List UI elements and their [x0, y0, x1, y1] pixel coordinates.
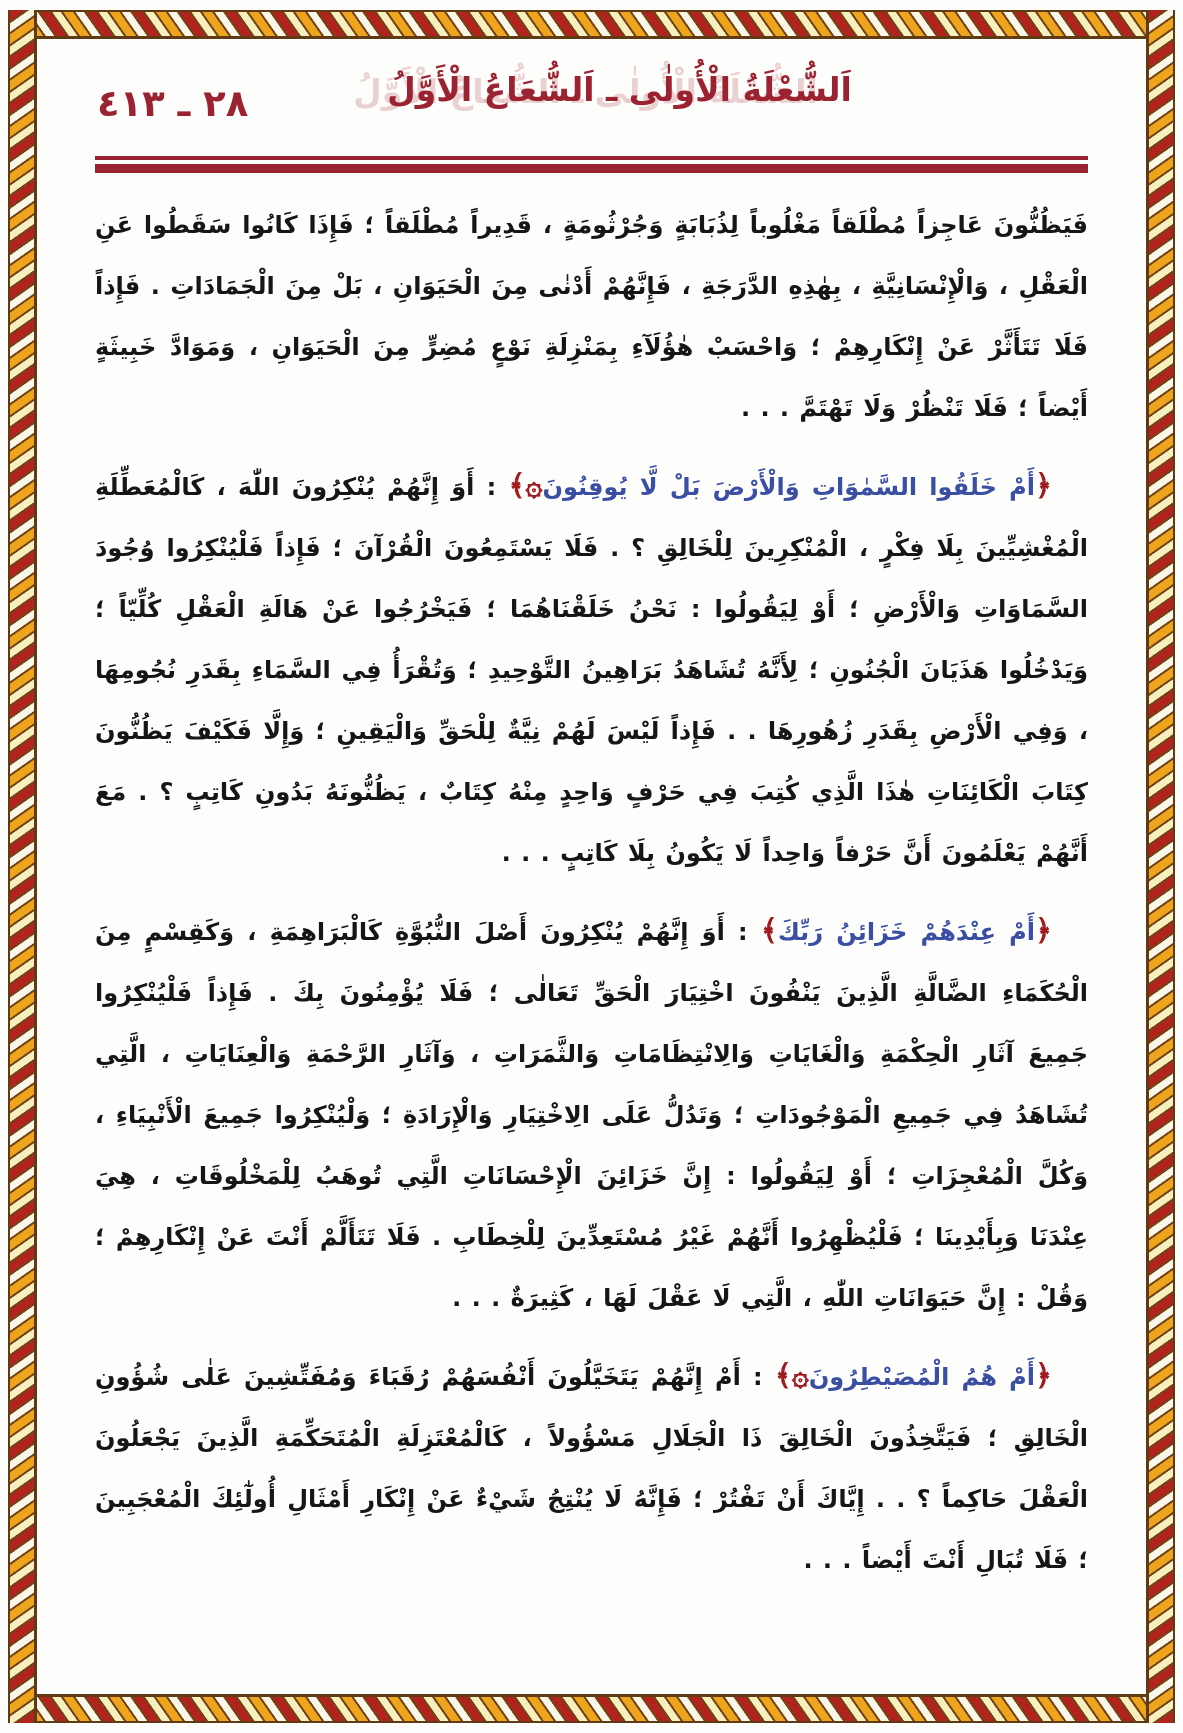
quran-verse-text: أَمْ خَلَقُوا السَّمٰوَاتِ وَالْأَرْضَ بَلْ لَّا يُوقِنُونَ: [542, 473, 1035, 501]
paragraph-text: : أَوَ إِنَّهُمْ يُنْكِرُونَ أَصْلَ النُّبُوَّةِ كَالْبَرَاهِمَةِ ، وَكَقِسْمٍ مِنَ الْحُكَمَاءِ الضَّالَّةِ الَّذِينَ يَنْفُونَ اخْتِيَارَ الْحَقِّ تَعَالٰى ؛ فَلَا يُؤْمِنُونَ بِكَ . فَإِذاً فَلْيُنْكِرُوا جَمِيعَ آثَارِ الْحِكْمَةِ وَالْغَايَاتِ وَالِانْتِظَامَاتِ وَالثَّمَرَاتِ ، وَآثَارِ الرَّحْمَةِ وَالْعِنَايَاتِ ، الَّتِي تُشَاهَدُ فِي جَمِيعِ الْمَوْجُودَاتِ ؛ وَتَدُلُّ عَلَى الِاخْتِيَارِ وَالْإِرَادَةِ ؛ وَلْيُنْكِرُوا جَمِيعَ الْأَنْبِيَاءِ ، وَكُلَّ الْمُعْجِزَاتِ ؛ أَوْ لِيَقُولُوا : إِنَّ خَزَائِنَ الْإِحْسَانَاتِ الَّتِي تُوهَبُ لِلْمَخْلُوقَاتِ ، هِيَ عِنْدَنَا وَبِأَيْدِينَا ؛ فَلْيُظْهِرُوا أَنَّهُمْ غَيْرُ مُسْتَعِدِّينَ لِلْخِطَابِ . فَلَا تَتَأَلَّمْ أَنْتَ عَنْ إِنْكَارِهِمْ ؛ وَقُلْ : إِنَّ حَيَوَانَاتِ اللّٰهِ ، الَّتِي لَا عَقْلَ لَهَا ، كَثِيرَةٌ . . .: [95, 918, 1088, 1312]
body-paragraph-4: [95, 1345, 1088, 1591]
border-left-ornament: [8, 10, 37, 1723]
verse-open-bracket-icon: ﴿: [1035, 1358, 1052, 1392]
paragraph-text: فَيَظُنُّونَ عَاجِزاً مُطْلَقاً مَغْلُوباً لِذُبَابَةٍ وَجُرْثُومَةٍ ، قَدِيراً مُطْلَقاً ؛ فَإِذَا كَانُوا سَقَطُوا عَنِ الْعَقْلِ ، وَالْإِنْسَانِيَّةِ ، بِهٰذِهِ الدَّرَجَةِ ، فَإِنَّهُمْ أَدْنٰى مِنَ الْحَيَوَانِ ، بَلْ مِنَ الْجَمَادَاتِ . فَإِذاً فَلَا تَتَأَثَّرْ عَنْ إِنْكَارِهِمْ ؛ وَاحْسَبْ هٰؤُلَآءِ بِمَنْزِلَةِ نَوْعٍ مُضِرٍّ مِنَ الْحَيَوَانِ ، وَمَوَادَّ خَبِيثَةٍ أَيْضاً ؛ فَلَا تَنْظُرْ وَلَا تَهْتَمَّ . . .: [95, 211, 1088, 422]
page-content: [95, 48, 1088, 1673]
verse-close-bracket-icon: ﴾: [760, 913, 778, 947]
body-paragraph-1: [95, 195, 1088, 439]
border-right-ornament: [1146, 10, 1175, 1723]
verse-open-bracket-icon: ﴿: [1035, 913, 1052, 947]
quran-verse-text: أَمْ عِنْدَهُمْ خَزَائِنُ رَبِّكَ: [777, 918, 1035, 946]
body-paragraph-3: [95, 900, 1088, 1329]
body-text: [95, 195, 1088, 1591]
paragraph-text: : أَمْ إِنَّهُمْ يَتَخَيَّلُونَ أَنْفُسَهُمْ رُقَبَاءَ وَمُفَتِّشِينَ عَلٰى شُؤُونِ الْخَالِقِ ؛ فَيَتَّخِذُونَ الْخَالِقَ ذَا الْجَلَالِ مَسْؤُولاً ، كَالْمُعْتَزِلَةِ الْمُتَحَكِّمَةِ الَّذِينَ يَجْعَلُونَ الْعَقْلَ حَاكِماً ؟ . . إِيَّاكَ أَنْ تَفْتُرْ ؛ فَإِنَّهُ لَا يُنْتِجُ شَيْءٌ عَنْ إِنْكَارِ أَمْثَالِ أُولٰٓئِكَ الْمُعْجَبِينَ ؛ فَلَا تُبَالِ أَنْتَ أَيْضاً . . .: [95, 1363, 1088, 1574]
border-top-ornament: [8, 10, 1175, 39]
verse-close-bracket-icon: ۞﴾: [774, 1358, 809, 1392]
page-title: اَلشُّعْلَةُ الْأُولٰى ـ اَلشُّعَاعُ الْأَوَّلُ: [387, 70, 852, 109]
quran-verse-text: أَمْ هُمُ الْمُصَيْطِرُونَ: [808, 1363, 1035, 1391]
page-number: ٢٨ ـ ٤١٣: [97, 82, 249, 125]
body-paragraph-2: [95, 455, 1088, 884]
border-bottom-ornament: [8, 1694, 1175, 1723]
verse-close-bracket-icon: ۞﴾: [508, 468, 543, 502]
paragraph-text: : أَوَ إِنَّهُمْ يُنْكِرُونَ اللّٰهَ ، كَالْمُعَطِّلَةِ الْمُغْشِيِّينَ بِلَا فِكْرٍ ، الْمُنْكِرِينَ لِلْخَالِقِ ؟ . فَلَا يَسْتَمِعُونَ الْقُرْآنَ ؛ فَإِذاً فَلْيُنْكِرُوا وُجُودَ السَّمَاوَاتِ وَالْأَرْضِ ؛ أَوْ لِيَقُولُوا : نَحْنُ خَلَقْنَاهُمَا ؛ فَيَخْرُجُوا عَنْ هَالَةِ الْعَقْلِ كُلِّيّاً ؛ وَيَدْخُلُوا هَذَيَانَ الْجُنُونِ ؛ لِأَنَّهُ تُشَاهَدُ بَرَاهِينُ التَّوْحِيدِ ؛ وَتُقْرَأُ فِي السَّمَاءِ بِقَدَرِ نُجُومِهَا ، وَفِي الْأَرْضِ بِقَدَرِ زُهُورِهَا . . فَإِذاً لَيْسَ لَهُمْ نِيَّةٌ لِلْحَقِّ وَالْيَقِينِ ؛ وَإِلَّا فَكَيْفَ يَظُنُّونَ كِتَابَ الْكَائِنَاتِ هٰذَا الَّذِي كُتِبَ فِي حَرْفٍ وَاحِدٍ مِنْهُ كِتَابٌ ، يَظُنُّونَهُ بَدُونِ كَاتِبٍ ؟ . مَعَ أَنَّهُمْ يَعْلَمُونَ أَنَّ حَرْفاً وَاحِداً لَا يَكُونُ بِلَا كَاتِبٍ . . .: [95, 473, 1088, 867]
page-header: [95, 48, 1088, 148]
header-double-rule: [95, 156, 1088, 173]
verse-open-bracket-icon: ﴿: [1035, 468, 1052, 502]
